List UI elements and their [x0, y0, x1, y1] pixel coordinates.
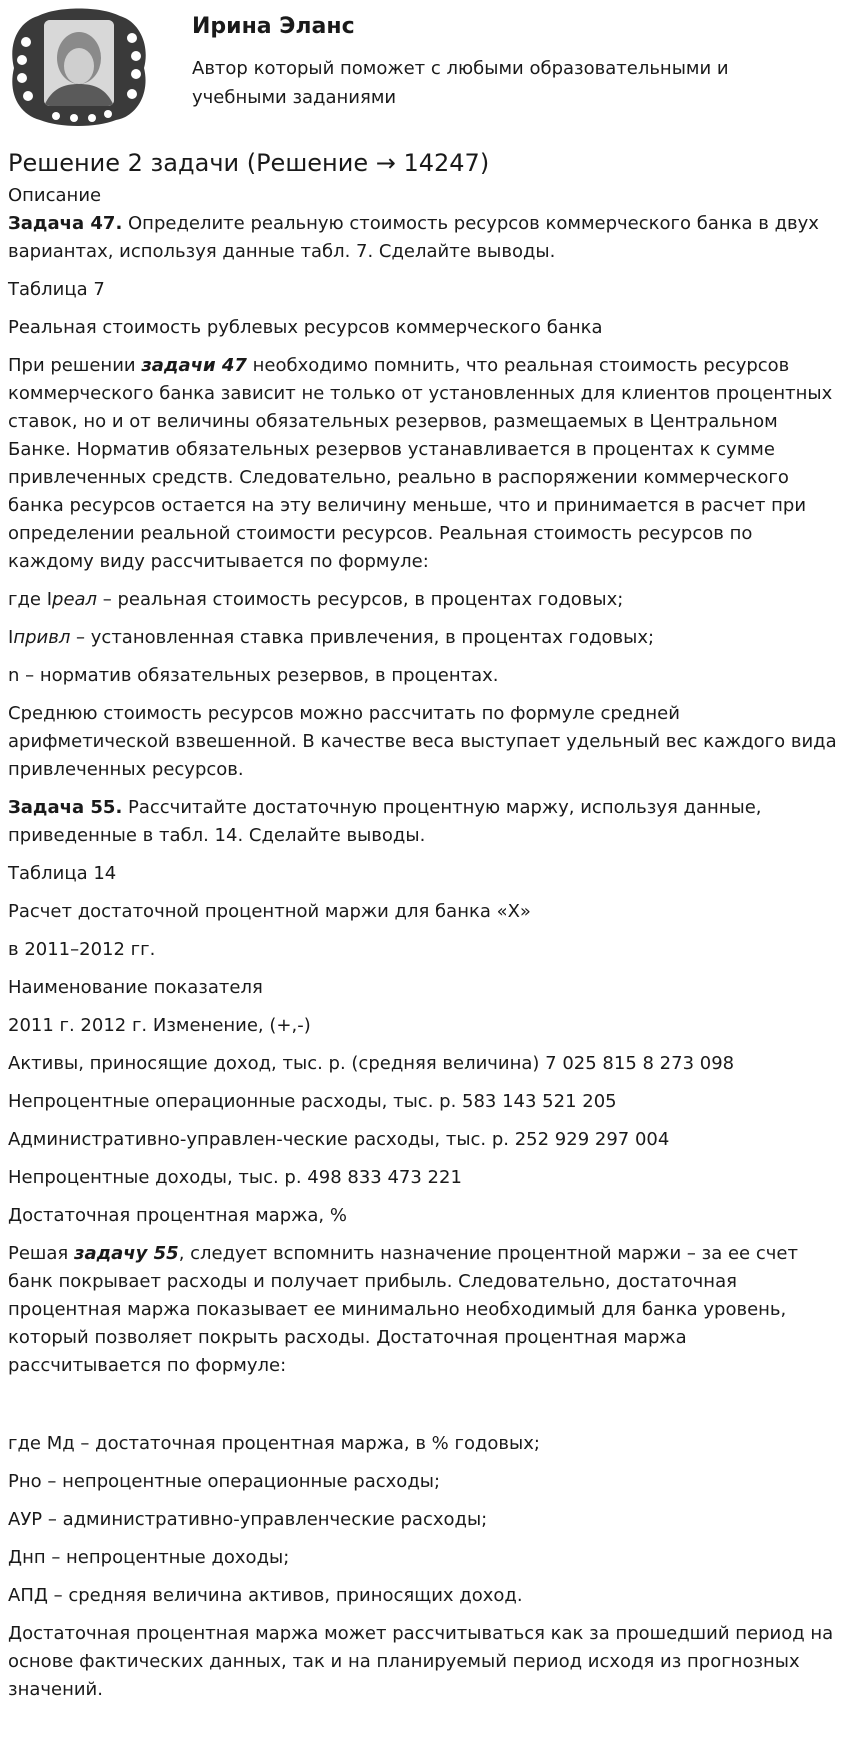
table14-title: Расчет достаточной процентной маржи для банка «Х» — [8, 901, 531, 922]
table-row: Административно-управлен-ческие расходы, тыс. р. 252 929 297 004 — [8, 1129, 670, 1150]
solution-content — [8, 146, 840, 1714]
table14-subtitle: в 2011–2012 гг. — [8, 939, 156, 960]
task55-solution — [8, 1240, 840, 1380]
author-name[interactable]: Ирина Эланс — [192, 14, 355, 39]
definition-ireal — [8, 586, 840, 614]
def-italic: реал — [52, 589, 98, 610]
definition-item: Днп – непроцентные доходы; — [8, 1547, 290, 1568]
definition-item: Рно – непроцентные операционные расходы; — [8, 1471, 441, 1492]
task55-label: Задача 55. — [8, 797, 123, 818]
definition-item: где Мд – достаточная процентная маржа, в % годовых; — [8, 1433, 540, 1454]
task55-sol-text: , следует вспомнить назначение процентной маржи – за ее счет банк покрывает расходы и получает прибыль. Следовательно, достаточная процентная маржа показывает ее минимально необходимый для банка уровень, который позволяет покрыть расходы. Достаточная процентная маржа рассчитывается по формуле: — [8, 1243, 798, 1376]
author-card — [8, 6, 838, 126]
table14-col-name: Наименование показателя — [8, 977, 263, 998]
table-row: Непроцентные операционные расходы, тыс. р. 583 143 521 205 — [8, 1091, 617, 1112]
def-text: – установленная ставка привлечения, в процентах годовых; — [70, 627, 655, 648]
definition-iprivl — [8, 624, 840, 652]
def-italic: привл — [13, 627, 71, 648]
page-title: Решение 2 задачи (Решение → 14247) — [8, 149, 490, 177]
task47-statement — [8, 210, 840, 266]
task47-sol-text: необходимо помнить, что реальная стоимость ресурсов коммерческого банка зависит не только от установленных для клиентов процентных ставок, но и от величины обязательных резервов, размещаемых в Центральном Банке. Норматив обязательных резервов устанавливается в процентах к сумме привлеченных средств. Следовательно, реально в распоряжении коммерческого банка ресурсов остается на эту величину меньше, что и принимается в расчет при определении реальной стоимости ресурсов. Реальная стоимость ресурсов по каждому виду рассчитывается по формуле: — [8, 355, 833, 572]
task47-sol-bold: задачи 47 — [141, 355, 247, 376]
description-label: Описание — [8, 185, 102, 206]
task47-solution — [8, 352, 840, 576]
table-row: Активы, приносящие доход, тыс. р. (средняя величина) 7 025 815 8 273 098 — [8, 1053, 735, 1074]
definition-item: АПД – средняя величина активов, приносящих доход. — [8, 1585, 523, 1606]
table14-col-years: 2011 г. 2012 г. Изменение, (+,-) — [8, 1015, 311, 1036]
task55-sol-bold: задачу 55 — [73, 1243, 179, 1264]
table7-number: Таблица 7 — [8, 279, 105, 300]
def-text: – реальная стоимость ресурсов, в процентах годовых; — [97, 589, 624, 610]
table-row: Непроцентные доходы, тыс. р. 498 833 473 221 — [8, 1167, 462, 1188]
task55-text: Рассчитайте достаточную процентную маржу, используя данные, приведенные в табл. 14. Сделайте выводы. — [8, 797, 762, 846]
def-prefix: I — [8, 627, 14, 648]
author-avatar[interactable] — [8, 8, 150, 126]
formula-placeholder — [8, 1390, 840, 1430]
def-prefix: где I — [8, 589, 53, 610]
final-note: Достаточная процентная маржа может рассчитываться как за прошедший период на основе фактических данных, так и на планируемый период исходя из прогнозных значений. — [8, 1623, 834, 1700]
task47-text: Определите реальную стоимость ресурсов коммерческого банка в двух вариантах, используя данные табл. 7. Сделайте выводы. — [8, 213, 819, 262]
table7-title: Реальная стоимость рублевых ресурсов коммерческого банка — [8, 317, 603, 338]
average-cost-note: Среднюю стоимость ресурсов можно рассчитать по формуле средней арифметической взвешенной. В качестве веса выступает удельный вес каждого вида привлеченных ресурсов. — [8, 703, 837, 780]
task55-sol-prefix: Решая — [8, 1243, 74, 1264]
task55-statement — [8, 794, 840, 850]
definition-item: АУР – административно-управленческие расходы; — [8, 1509, 488, 1530]
author-bio: Автор который поможет с любыми образовательными и учебными заданиями — [192, 58, 729, 108]
table14-number: Таблица 14 — [8, 863, 117, 884]
definition-n: n – норматив обязательных резервов, в процентах. — [8, 665, 499, 686]
task47-label: Задача 47. — [8, 213, 123, 234]
table-row: Достаточная процентная маржа, % — [8, 1205, 347, 1226]
task47-sol-prefix: При решении — [8, 355, 142, 376]
